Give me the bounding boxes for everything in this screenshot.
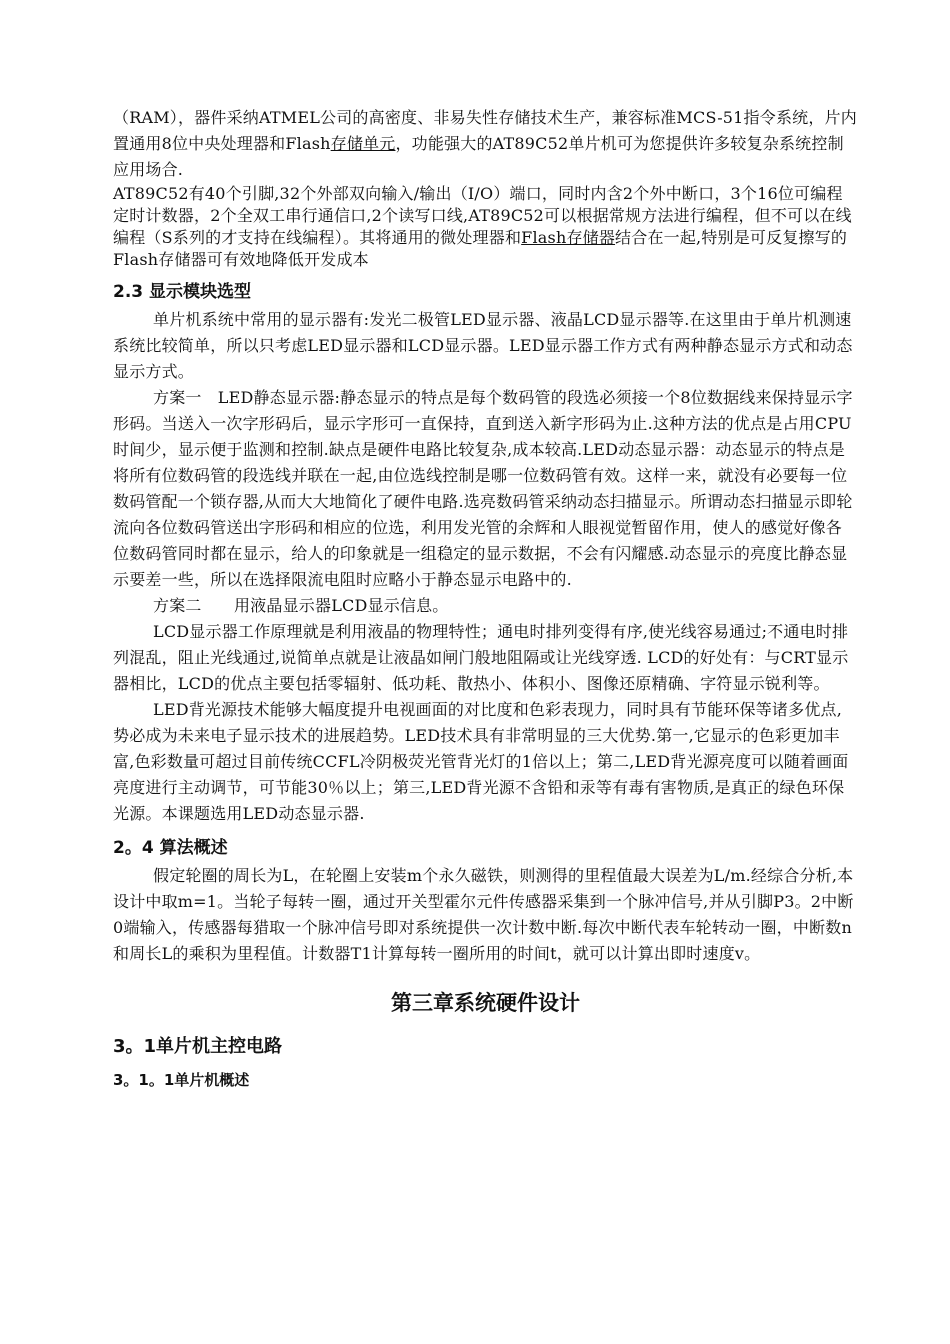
heading-2-3: 2.3 显示模块选型 bbox=[113, 282, 252, 302]
paragraph-text: ，功能强大的AT89C52单片机可为您提供许多较复杂系统控制应用场合. bbox=[113, 134, 844, 179]
paragraph-led-backlight: LED背光源技术能够大幅度提升电视画面的对比度和色彩表现力，同时具有节能环保等诸多优点,势必成为未来电子显示技术的进展趋势。LED技术具有非常明显的三大优势.第一,它显示的色彩更加丰富,色彩数量可超过目前传统CCFL冷阴极荧光管背光灯的1倍以上；第二,LED背光源亮度可以随着画面亮度进行主动调节，可节能30％以上；第三,LED背光源不含铅和汞等有毒有害物质,是真正的绿色环保光源。本课题选用LED动态显示器. bbox=[113, 700, 849, 823]
paragraph-text: AT89C52有40个引脚,32个外部双向输入/输出（I/O）端口，同时内含2个外中断口，3个16位可编程定时计数器，2个全双工串行通信口,2个读写口线,AT89C52可以根据常规方法进行编程，但不可以在线编程（S系列的才支持在线编程）。其将通用的微处理器和 bbox=[113, 184, 852, 247]
link-storage-unit[interactable]: 存储单元 bbox=[330, 134, 396, 153]
paragraph-text: （RAM），器件采纳ATMEL公司的高密度、非易失性存储技术生产，兼容标准MCS-51指令系统，片内置通用8位中央处理器和Flash bbox=[113, 108, 857, 153]
paragraph-display-intro: 单片机系统中常用的显示器有:发光二极管LED显示器、液晶LCD显示器等.在这里由于单片机测速系统比较简单，所以只考虑LED显示器和LCD显示器。LED显示器工作方式有两种静态显示方式和动态显示方式。 bbox=[113, 310, 853, 381]
heading-2-4: 2。4 算法概述 bbox=[113, 838, 228, 858]
paragraph-at89c52-intro bbox=[113, 105, 858, 183]
paragraph-lcd-principle: LCD显示器工作原理就是利用液晶的物理特性；通电时排列变得有序,使光线容易通过;不通电时排列混乱，阻止光线通过,说简单点就是让液晶如闸门般地阻隔或让光线穿透. LCD的好处有：与CRT显示器相比，LCD的优点主要包括零辐射、低功耗、散热小、体积小、图像还原精确、字符显示锐利等。 bbox=[113, 622, 849, 693]
paragraph-at89c52-pins bbox=[113, 183, 858, 271]
link-flash-memory[interactable]: Flash存储器 bbox=[521, 228, 616, 247]
paragraph-text: 结合在一起,特别是可反复擦写的Flash存储器可有效地降低开发成本 bbox=[113, 228, 848, 269]
paragraph-algorithm: 假定轮圈的周长为L，在轮圈上安装m个永久磁铁，则测得的里程值最大误差为L/m.经综合分析,本设计中取m=1。当轮子每转一圈，通过开关型霍尔元件传感器采集到一个脉冲信号,并从引脚P3。2中断0端输入，传感器每猎取一个脉冲信号即对系统提供一次计数中断.每次中断代表车轮转动一圈，中断数n和周长L的乘积为里程值。计数器T1计算每转一圈所用的时间t，就可以计算出即时速度v。 bbox=[113, 866, 854, 963]
heading-3-1: 3。1单片机主控电路 bbox=[113, 1036, 283, 1057]
paragraph-option-one: 方案一 LED静态显示器:静态显示的特点是每个数码管的段选必须接一个8位数据线来保持显示字形码。当送入一次字形码后，显示字形可一直保持，直到送入新字形码为止.这种方法的优点是占用CPU时间少，显示便于监测和控制.缺点是硬件电路比较复杂,成本较高.LED动态显示器：动态显示的特点是将所有位数码管的段选线并联在一起,由位选线控制是哪一位数码管有效。这样一来，就没有必要每一位数码管配一个锁存器,从而大大地简化了硬件电路.选亮数码管采纳动态扫描显示。所谓动态扫描显示即轮流向各位数码管送出字形码和相应的位选，利用发光管的余辉和人眼视觉暂留作用，使人的感觉好像各位数码管同时都在显示，给人的印象就是一组稳定的显示数据，不会有闪耀感.动态显示的亮度比静态显示要差一些，所以在选择限流电阻时应略小于静态显示电路中的. bbox=[113, 388, 853, 589]
heading-3-1-1: 3。1。1单片机概述 bbox=[113, 1071, 250, 1089]
chapter-title: 第三章系统硬件设计 bbox=[391, 991, 580, 1015]
paragraph-option-two: 方案二 用液晶显示器LCD显示信息。 bbox=[153, 596, 449, 615]
